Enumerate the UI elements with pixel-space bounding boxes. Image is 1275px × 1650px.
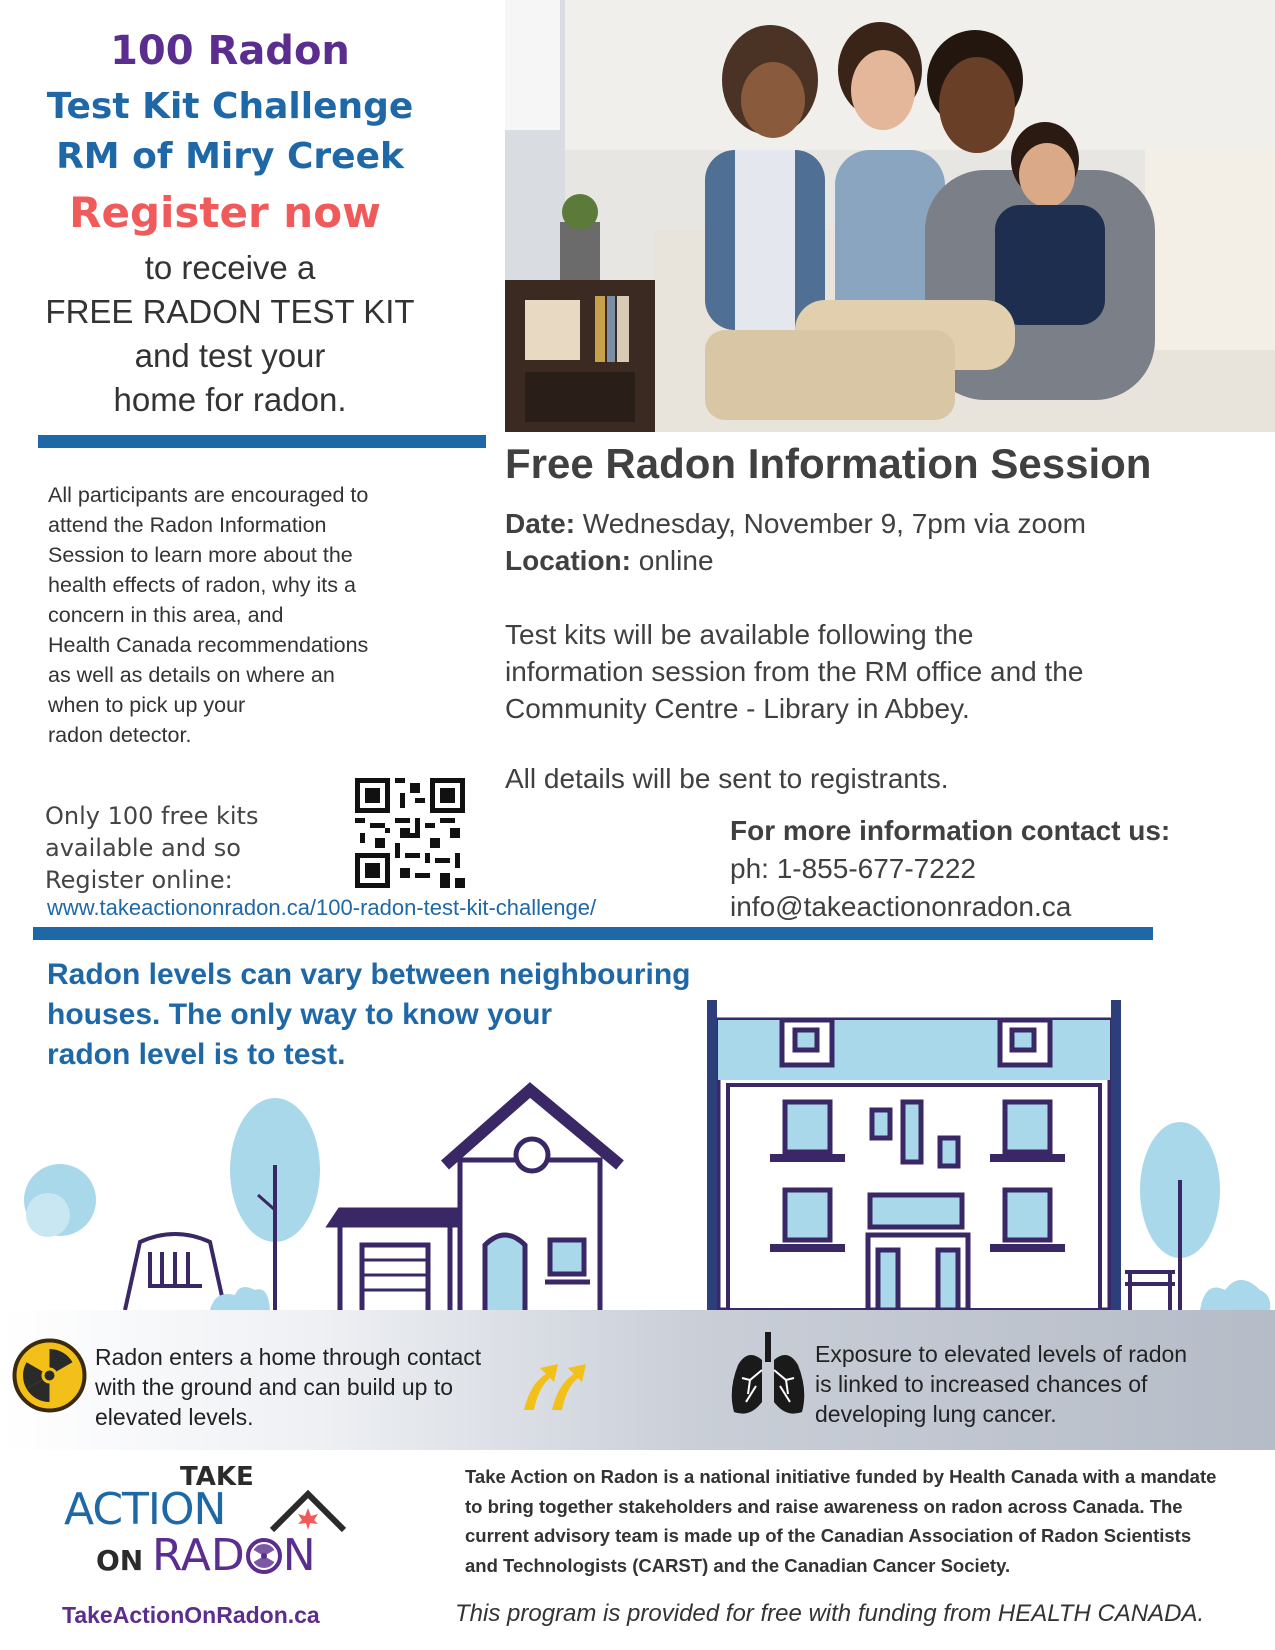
logo-action: ACTION (64, 1484, 226, 1535)
garage-icon (330, 1210, 460, 1315)
fact-line: Radon enters a home through contact (95, 1344, 482, 1370)
kits-availability (505, 616, 1083, 727)
register-now-heading: Register now (69, 188, 381, 237)
fact-line: developing lung cancer. (815, 1401, 1057, 1427)
para-line: radon detector. (48, 723, 192, 747)
fact-line: is linked to increased chances of (815, 1371, 1148, 1397)
fact-radon-enters (95, 1342, 481, 1432)
rising-arrows-icon (520, 1352, 590, 1414)
logo-radiation-o-icon (246, 1534, 282, 1570)
contact-lead: For more information contact us: (730, 815, 1171, 846)
location-value: online (638, 545, 714, 576)
swing-icon (125, 1234, 225, 1310)
take-action-on-radon-logo (60, 1462, 350, 1592)
session-title: Free Radon Information Session (505, 440, 1152, 487)
family-photo (505, 0, 1275, 432)
participants-paragraph (48, 480, 408, 750)
about-line: and Technologists (CARST) and the Canadian Cancer Society. (465, 1554, 1011, 1576)
free-kit-subheading (40, 246, 420, 422)
fact-lung-cancer (815, 1339, 1187, 1429)
qr-code[interactable] (355, 778, 465, 888)
tree-icon (1140, 1122, 1220, 1310)
fact-line: elevated levels. (95, 1404, 254, 1430)
location-label: Location: (505, 545, 631, 576)
session-date (505, 505, 1086, 542)
logo-website[interactable]: TakeActionOnRadon.ca (62, 1602, 320, 1628)
kits-line: Test kits will be available following the (505, 619, 974, 650)
about-line: Take Action on Radon is a national initiative funded by Health Canada with a mandate (465, 1466, 1217, 1487)
para-line: All participants are encouraged to (48, 483, 369, 507)
details-note: All details will be sent to registrants. (505, 763, 949, 794)
bench-icon (1125, 1272, 1175, 1310)
about-line: current advisory team is made up of the Canadian Association of Radon Scientists (465, 1525, 1192, 1546)
vary-line: houses. The only way to know your (47, 998, 553, 1031)
about-line: to bring together stakeholders and raise awareness on radon across Canada. The (465, 1495, 1183, 1517)
lungs-icon (728, 1330, 808, 1420)
para-line: when to pick up your (48, 693, 246, 717)
house-icon (445, 1090, 620, 1315)
sub-line-1: to receive a (144, 249, 316, 286)
logo-radon-end: N (282, 1530, 316, 1581)
logo-on: ON (96, 1544, 144, 1577)
contact-email[interactable]: info@takeactiononradon.ca (730, 891, 1072, 922)
para-line: Session to learn more about the (48, 543, 353, 567)
logo-take: TAKE (180, 1462, 254, 1492)
fact-line: Exposure to elevated levels of radon (815, 1341, 1188, 1367)
register-online-text (45, 800, 335, 896)
only-line: available and so (45, 834, 241, 862)
para-line: concern in this area, and (48, 603, 284, 627)
funding-note: This program is provided for free with funding from HEALTH CANADA. (455, 1600, 1205, 1627)
session-location (505, 542, 714, 579)
headline-line-2: Test Kit Challenge (46, 86, 414, 127)
divider-middle (33, 927, 1153, 940)
bush-icon (24, 1164, 96, 1237)
fact-line: with the ground and can build up to (95, 1374, 454, 1400)
registration-link[interactable]: www.takeactiononradon.ca/100-radon-test-kit-challenge/ (47, 895, 597, 920)
contact-block (730, 812, 1170, 926)
date-value: Wednesday, November 9, 7pm via zoom (582, 508, 1086, 539)
logo-radon (152, 1530, 316, 1581)
headline-challenge (40, 82, 420, 182)
neighbourhood-illustration (0, 990, 1275, 1315)
radiation-icon (12, 1338, 87, 1413)
logo-radon-start: RAD (152, 1530, 245, 1581)
headline-100-radon: 100 Radon (110, 28, 350, 74)
kits-line: information session from the RM office and the (505, 656, 1084, 687)
para-line: Health Canada recommendations (48, 633, 369, 657)
sub-line-3: and test your (134, 337, 326, 374)
vary-line: Radon levels can vary between neighbouring (47, 958, 691, 991)
date-label: Date: (505, 508, 576, 539)
sub-line-2: FREE RADON TEST KIT (45, 293, 415, 330)
divider-top-left (38, 435, 486, 448)
headline-line-3: RM of Miry Creek (56, 136, 404, 177)
para-line: attend the Radon Information (48, 513, 327, 537)
about-initiative (465, 1462, 1265, 1580)
vary-line: radon level is to test. (47, 1038, 346, 1071)
apartment-building-icon (712, 1000, 1116, 1310)
sub-line-4: home for radon. (113, 381, 347, 418)
only-line: Register online: (45, 866, 233, 894)
contact-phone[interactable]: ph: 1-855-677-7222 (730, 853, 976, 884)
kits-line: Community Centre - Library in Abbey. (505, 693, 970, 724)
para-line: health effects of radon, why its a (48, 573, 356, 597)
tree-icon (230, 1098, 320, 1310)
only-line: Only 100 free kits (45, 802, 259, 830)
para-line: as well as details on where an (48, 663, 335, 687)
